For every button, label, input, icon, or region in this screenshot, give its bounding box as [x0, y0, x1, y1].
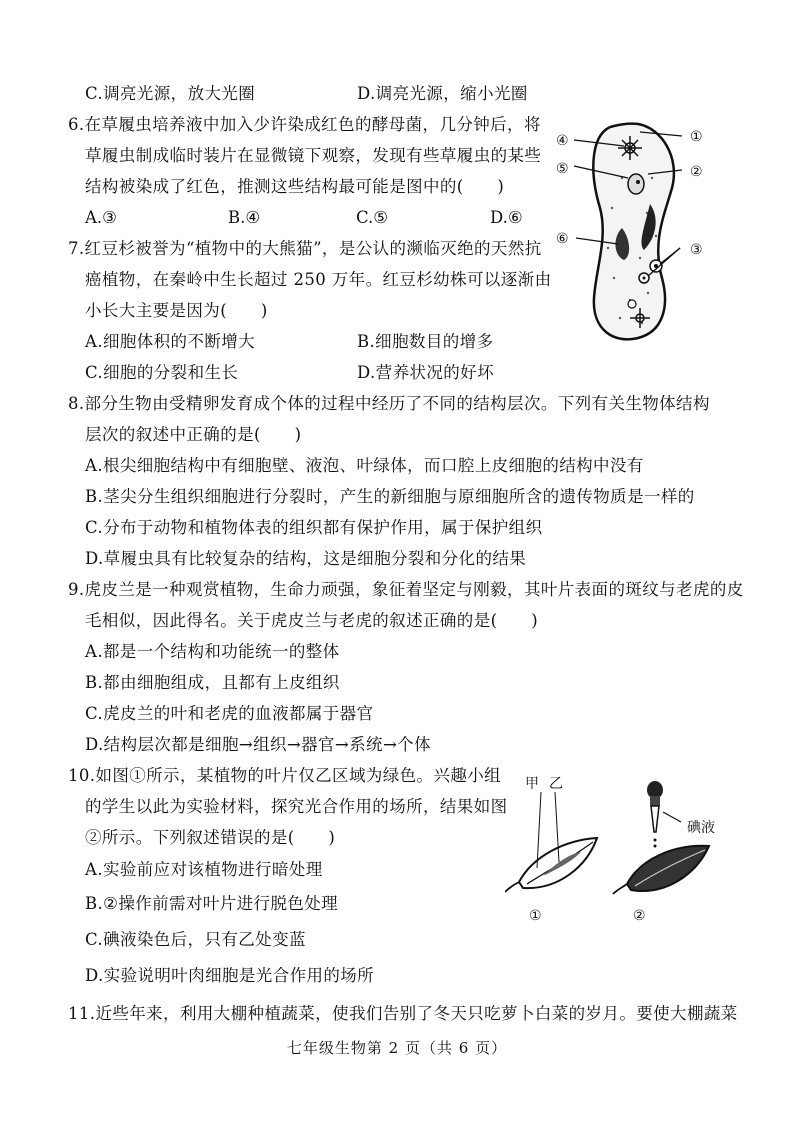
q8-option-b: B.茎尖分生组织细胞进行分裂时，产生的新细胞与原细胞所含的遗传物质是一样的 [85, 487, 695, 506]
q10-option-b: B.②操作前需对叶片进行脱色处理 [85, 894, 339, 913]
macronucleus [628, 174, 644, 194]
q6-option-b: B.④ [228, 208, 261, 227]
q9-text-line-1: 9.虎皮兰是一种观赏植物，生命力顽强，象征着坚定与刚毅，其叶片表面的斑纹与老虎的皮 [68, 580, 744, 599]
q6-text-line-2: 草履虫制成临时装片在显微镜下观察，发现有些草履虫的某些 [85, 146, 542, 165]
label-6: ⑥ [556, 231, 569, 247]
dropper [647, 781, 681, 848]
q8-option-a: A.根尖细胞结构中有细胞壁、液泡、叶绿体，而口腔上皮细胞的结构中没有 [85, 456, 644, 475]
q8-text-line-2: 层次的叙述中正确的是( ) [85, 425, 302, 444]
q6-text-line-1: 6.在草履虫培养液中加入少许染成红色的酵母菌，几分钟后，将 [68, 115, 541, 134]
label-4: ④ [556, 133, 569, 149]
paramecium-figure [552, 118, 722, 350]
q9-option-b: B.都由细胞组成，且都有上皮组织 [85, 673, 340, 692]
q7-text-line-3: 小长大主要是因为( ) [85, 301, 268, 320]
q6-option-d: D.⑥ [490, 208, 523, 227]
q6-options [85, 206, 545, 230]
q10-text-line-3: ②所示。下列叙述错误的是( ) [85, 828, 336, 847]
label-iodine: 碘液 [687, 820, 715, 836]
q10-option-d: D.实验说明叶肉细胞是光合作用的场所 [85, 966, 375, 985]
q9-option-a: A.都是一个结构和功能统一的整体 [85, 642, 340, 661]
q8-option-c: C.分布于动物和植物体表的组织都有保护作用，属于保护组织 [85, 518, 543, 537]
q10-text-line-1: 10.如图①所示，某植物的叶片仅乙区域为绿色。兴趣小组 [68, 766, 502, 785]
q7-text-line-1: 7.红豆杉被誉为“植物中的大熊猫”，是公认的濒临灭绝的天然抗 [68, 239, 542, 258]
label-1: ① [690, 129, 703, 145]
q11-text-line-1: 11.近些年来，利用大棚种植蔬菜，使我们告别了冬天只吃萝卜白菜的岁月。要使大棚蔬菜 [68, 1004, 738, 1023]
q5-option-c: C.调亮光源，放大光圈 [85, 84, 256, 103]
q10-option-a: A.实验前应对该植物进行暗处理 [85, 860, 323, 879]
q5-option-d: D.调亮光源，缩小光圈 [357, 84, 528, 103]
micronucleus [636, 180, 640, 184]
food-vacuole-3 [628, 300, 636, 308]
q8-option-d: D.草履虫具有比较复杂的结构，这是细胞分裂和分化的结果 [85, 549, 527, 568]
q9-option-d: D.结构层次都是细胞→组织→器官→系统→个体 [85, 735, 431, 754]
q7-text-line-2: 癌植物，在秦岭中生长超过 250 万年。红豆杉幼株可以逐渐由 [85, 270, 552, 289]
q10-text-line-2: 的学生以此为实验材料，探究光合作用的场所，结果如图 [85, 797, 508, 816]
label-jia: 甲 [525, 776, 539, 792]
leaf-1 [505, 792, 597, 892]
page-footer: 七年级生物第 2 页（共 6 页） [286, 1039, 508, 1057]
q9-option-c: C.虎皮兰的叶和老虎的血液都属于器官 [85, 704, 374, 723]
label-5: ⑤ [556, 161, 569, 177]
q6-text-line-3: 结构被染成了红色，推测这些结构最可能是图中的( ) [85, 177, 505, 196]
q7-option-d: D.营养状况的好坏 [357, 363, 494, 382]
leaf-2 [613, 846, 709, 894]
q6-option-c: C.⑤ [356, 208, 389, 227]
q8-text-line-1: 8.部分生物由受精卵发育成个体的过程中经历了不同的结构层次。下列有关生物体结构 [68, 394, 710, 413]
label-2: ② [690, 164, 703, 180]
q9-text-line-2: 毛相似，因此得名。关于虎皮兰与老虎的叙述正确的是( ) [85, 611, 539, 630]
figure-1-label: ① [529, 908, 542, 924]
q7-option-a: A.细胞体积的不断增大 [85, 332, 256, 351]
label-yi: 乙 [549, 776, 563, 792]
figure-2-label: ② [633, 908, 646, 924]
leaf-experiment-figure [505, 772, 740, 930]
q7-option-c: C.细胞的分裂和生长 [85, 363, 239, 382]
q7-option-b: B.细胞数目的增多 [357, 332, 494, 351]
label-3: ③ [690, 242, 703, 258]
q6-option-a: A.③ [85, 208, 117, 227]
q10-option-c: C.碘液染色后，只有乙处变蓝 [85, 930, 306, 949]
